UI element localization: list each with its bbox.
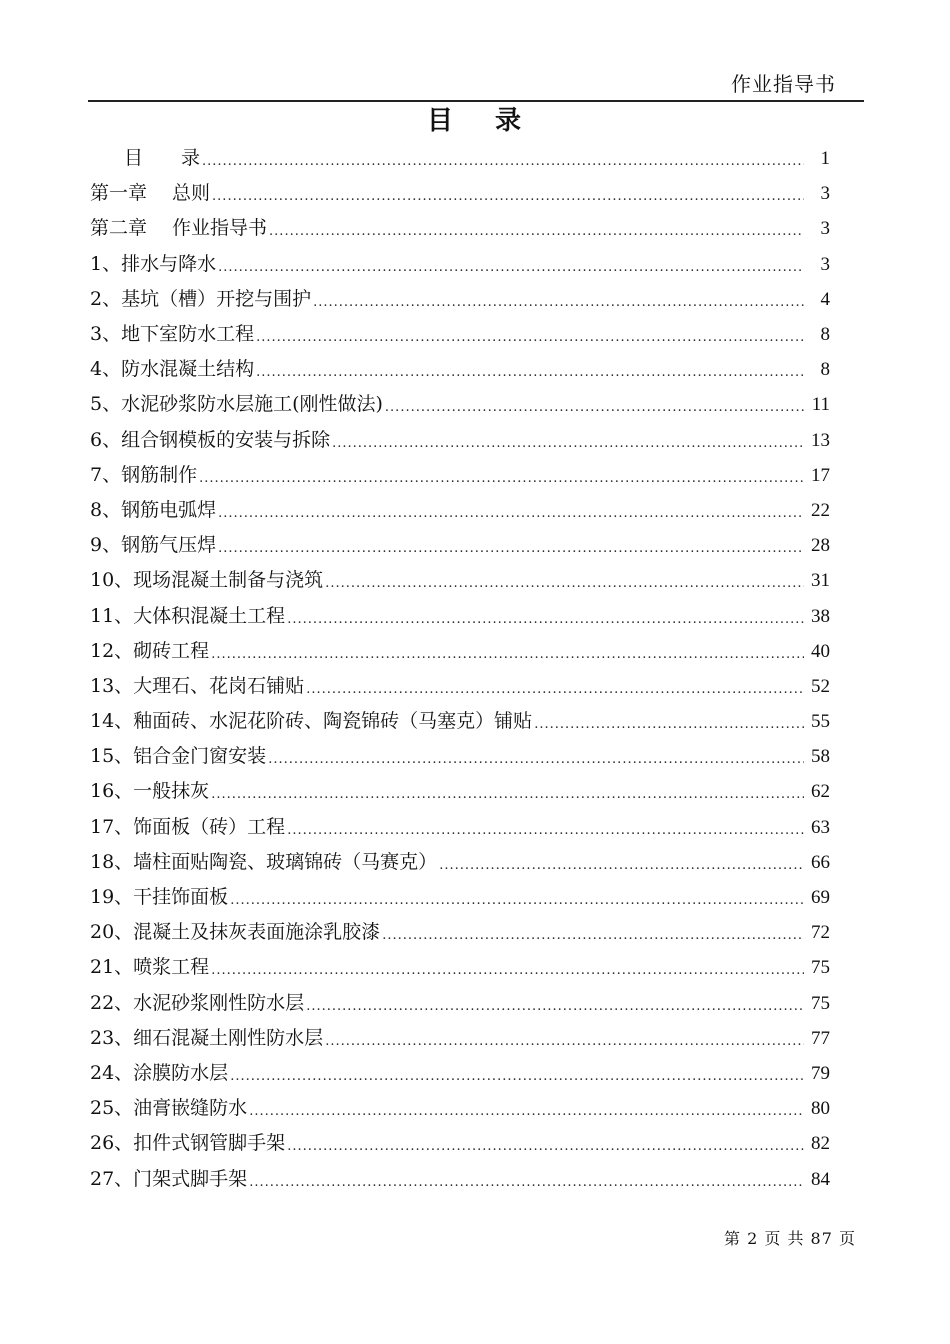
- toc-leader-dots: [306, 989, 804, 1024]
- toc-entry-label: 22、水泥砂浆刚性防水层: [90, 991, 305, 1014]
- toc-entry-page: 17: [811, 464, 830, 486]
- toc-entry-page: 1: [820, 148, 830, 170]
- toc-leader-dots: [230, 883, 804, 918]
- toc-entry-label: 11、大体积混凝土工程: [90, 604, 286, 627]
- toc-leader-dots: [218, 496, 804, 531]
- toc-entry-label: 1、排水与降水: [90, 252, 217, 275]
- toc-entry-label: 26、扣件式钢管脚手架: [90, 1132, 286, 1155]
- toc-entry-page: 62: [811, 781, 830, 803]
- toc-entry-page: 80: [811, 1098, 830, 1120]
- toc-entry[interactable]: [90, 423, 830, 458]
- toc-entry[interactable]: [90, 493, 830, 528]
- toc-leader-dots: [325, 566, 804, 601]
- toc-entry[interactable]: [90, 986, 830, 1021]
- toc-entry[interactable]: [90, 845, 830, 880]
- toc-entry-page: 8: [820, 324, 830, 346]
- toc-leader-dots: [249, 1165, 804, 1200]
- toc-entry[interactable]: [90, 317, 830, 352]
- toc-entry-label: 7、钢筋制作: [90, 463, 198, 486]
- toc-entry-label: 17、饰面板（砖）工程: [90, 815, 286, 838]
- toc-entry[interactable]: [90, 739, 830, 774]
- toc-entry-label: 3、地下室防水工程: [90, 323, 255, 346]
- toc-entry-page: 28: [811, 535, 830, 557]
- toc-entry-page: 13: [811, 429, 830, 451]
- toc-leader-dots: [306, 672, 804, 707]
- toc-leader-dots: [211, 777, 804, 812]
- toc-leader-dots: [212, 179, 804, 214]
- toc-entry[interactable]: [90, 247, 830, 282]
- toc-leader-dots: [256, 355, 804, 390]
- toc-entry-page: 69: [811, 887, 830, 909]
- toc-entry-page: 3: [820, 183, 830, 205]
- toc-leader-dots: [287, 602, 804, 637]
- toc-leader-dots: [218, 250, 804, 285]
- toc-entry-page: 75: [811, 957, 830, 979]
- toc-entry-label: 20、混凝土及抹灰表面施涂乳胶漆: [90, 921, 381, 944]
- toc-entry[interactable]: [90, 282, 830, 317]
- toc-entry-label: 4、防水混凝土结构: [90, 358, 255, 381]
- toc-leader-dots: [325, 1024, 804, 1059]
- toc-entry-label: 5、水泥砂浆防水层施工(刚性做法): [90, 393, 383, 416]
- toc-entry-page: 72: [811, 922, 830, 944]
- toc-entry[interactable]: [90, 141, 830, 176]
- toc-entry-label: 18、墙柱面贴陶瓷、玻璃锦砖（马赛克）: [90, 850, 438, 873]
- toc-entry-page: 31: [811, 570, 830, 592]
- toc-entry[interactable]: [90, 880, 830, 915]
- toc-entry-label: 12、砌砖工程: [90, 639, 210, 662]
- toc-entry-page: 8: [820, 359, 830, 381]
- toc-entry-page: 79: [811, 1062, 830, 1084]
- toc-leader-dots: [268, 742, 804, 777]
- toc-leader-dots: [202, 144, 804, 179]
- toc-entry-label: 19、干挂饰面板: [90, 886, 229, 909]
- toc-title-part2: 录: [495, 106, 524, 136]
- toc-entry-page: 84: [811, 1168, 830, 1190]
- toc-entry-page: 40: [811, 640, 830, 662]
- toc-entry[interactable]: [90, 458, 830, 493]
- toc-entry-label: 10、现场混凝土制备与浇筑: [90, 569, 324, 592]
- toc-leader-dots: [256, 320, 804, 355]
- toc-leader-dots: [287, 1129, 804, 1164]
- toc-entry-page: 3: [820, 218, 830, 240]
- toc-leader-dots: [269, 214, 804, 249]
- toc-leader-dots: [534, 707, 804, 742]
- toc-leader-dots: [249, 1094, 804, 1129]
- toc-entry-page: 77: [811, 1027, 830, 1049]
- toc-entry[interactable]: [90, 352, 830, 387]
- toc-entry-label: 16、一般抹灰: [90, 780, 210, 803]
- toc-entry-label: 8、钢筋电弧焊: [90, 498, 217, 521]
- toc-entry[interactable]: [90, 915, 830, 950]
- toc-entry-label: 21、喷浆工程: [90, 956, 210, 979]
- running-header: 作业指导书: [731, 72, 836, 96]
- toc-entry[interactable]: [90, 1056, 830, 1091]
- toc-leader-dots: [230, 1059, 804, 1094]
- toc-entry[interactable]: [90, 176, 830, 211]
- toc-entry[interactable]: [90, 810, 830, 845]
- toc-entry-label: 6、组合钢模板的安装与拆除: [90, 428, 331, 451]
- toc-entry-label: 27、门架式脚手架: [90, 1167, 248, 1190]
- toc-entry-label: 15、铝合金门窗安装: [90, 745, 267, 768]
- toc-leader-dots: [332, 426, 804, 461]
- toc-title-part1: 目: [426, 106, 455, 136]
- toc-entry[interactable]: [90, 1091, 830, 1126]
- toc-entry-label: 24、涂膜防水层: [90, 1061, 229, 1084]
- toc-leader-dots: [382, 918, 804, 953]
- toc-entry[interactable]: [90, 598, 830, 633]
- toc-leader-dots: [218, 531, 804, 566]
- toc-entry-label: 14、釉面砖、水泥花阶砖、陶瓷锦砖（马塞克）铺贴: [90, 710, 533, 733]
- toc-entry-label: 13、大理石、花岗石铺贴: [90, 674, 305, 697]
- toc-entry[interactable]: [90, 1021, 830, 1056]
- toc-entry[interactable]: [90, 211, 830, 246]
- toc-entry[interactable]: [90, 774, 830, 809]
- toc-entry-page: 52: [811, 675, 830, 697]
- toc-entry[interactable]: [90, 1161, 830, 1196]
- toc-entry-page: 11: [811, 394, 830, 416]
- toc-entry[interactable]: [90, 634, 830, 669]
- toc-entry-page: 58: [811, 746, 830, 768]
- toc-entry-label: 9、钢筋气压焊: [90, 534, 217, 557]
- toc-entry-label: 目 录: [124, 147, 201, 170]
- toc-entry[interactable]: [90, 950, 830, 985]
- toc-entry[interactable]: [90, 669, 830, 704]
- toc-entry-label: 25、油膏嵌缝防水: [90, 1097, 248, 1120]
- toc-entry-page: 82: [811, 1133, 830, 1155]
- page-indicator: 第 2 页 共 87 页: [724, 1229, 856, 1248]
- toc-entry-label: 第一章 总则: [90, 182, 211, 205]
- toc-entry[interactable]: [90, 1126, 830, 1161]
- toc-entry[interactable]: [90, 528, 830, 563]
- toc-leader-dots: [211, 953, 804, 988]
- toc-entry-label: 2、基坑（槽）开挖与围护: [90, 287, 312, 310]
- toc-entry[interactable]: [90, 704, 830, 739]
- toc-entry-page: 55: [811, 711, 830, 733]
- toc-leader-dots: [199, 461, 804, 496]
- toc-title: [0, 100, 950, 137]
- toc-entry-label: 第二章 作业指导书: [90, 217, 268, 240]
- toc-entry[interactable]: [90, 563, 830, 598]
- toc-leader-dots: [287, 813, 804, 848]
- toc-leader-dots: [313, 285, 804, 320]
- toc-entry-page: 4: [820, 288, 830, 310]
- toc-entry-page: 38: [811, 605, 830, 627]
- toc-leader-dots: [211, 637, 804, 672]
- toc-entry-page: 66: [811, 851, 830, 873]
- toc-entry-page: 3: [820, 253, 830, 275]
- toc-list: [90, 141, 830, 1197]
- toc-leader-dots: [439, 848, 804, 883]
- toc-entry-page: 63: [811, 816, 830, 838]
- toc-entry-label: 23、细石混凝土刚性防水层: [90, 1026, 324, 1049]
- toc-entry[interactable]: [90, 387, 830, 422]
- toc-entry-page: 22: [811, 499, 830, 521]
- toc-entry-page: 75: [811, 992, 830, 1014]
- toc-leader-dots: [385, 390, 804, 425]
